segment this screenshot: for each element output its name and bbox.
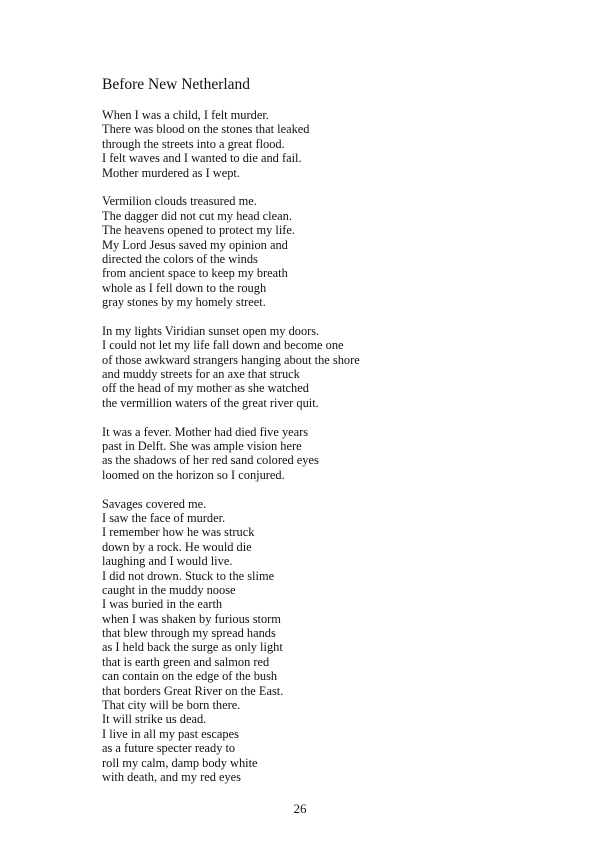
poem-line: off the head of my mother as she watched (102, 381, 309, 396)
poem-line: loomed on the horizon so I conjured. (102, 467, 285, 482)
poem-line: In my lights Viridian sunset open my doors. (102, 323, 320, 338)
poem-line: I remember how he was struck (102, 525, 255, 540)
poem-line: Vermilion clouds treasured me. (102, 194, 257, 209)
poem-line: laughing and I would live. (102, 554, 233, 569)
poem-line: roll my calm, damp body white (102, 755, 258, 770)
poem-line: that is earth green and salmon red (102, 654, 270, 669)
poem-line: caught in the muddy noose (102, 582, 236, 597)
poem-line: My Lord Jesus saved my opinion and (102, 237, 288, 252)
poem-line: There was blood on the stones that leaked (102, 122, 310, 137)
poem-line: I felt waves and I wanted to die and fail. (102, 151, 302, 166)
stanza-3 (102, 324, 562, 410)
poem-line: Mother murdered as I wept. (102, 165, 240, 180)
poem-line: I did not drown. Stuck to the slime (102, 568, 275, 583)
poem-line: and muddy streets for an axe that struck (102, 367, 300, 382)
poem-line: I live in all my past escapes (102, 726, 239, 741)
poem-line: as I held back the surge as only light (102, 640, 283, 655)
poem-line: through the streets into a great flood. (102, 136, 285, 151)
poem-line: When I was a child, I felt murder. (102, 108, 269, 122)
poem-line: that blew through my spread hands (102, 626, 276, 641)
poem-line: I was buried in the earth (102, 597, 223, 612)
page-number: 26 (293, 801, 307, 816)
stanza-5 (102, 497, 562, 785)
poem-line: past in Delft. She was ample vision here (102, 438, 302, 453)
poem-line: It will strike us dead. (102, 712, 207, 727)
stanza-4 (102, 425, 562, 483)
poem-line: down by a rock. He would die (102, 539, 252, 554)
poem-line: gray stones by my homely street. (102, 295, 266, 310)
stanza-1 (102, 108, 562, 180)
poem-line: as a future specter ready to (102, 741, 236, 756)
poem-line: It was a fever. Mother had died five years (102, 424, 309, 439)
poem-line: that borders Great River on the East. (102, 683, 284, 698)
poem-line: directed the colors of the winds (102, 251, 258, 266)
poem-line: I saw the face of murder. (102, 510, 226, 525)
poem-line: as the shadows of her red sand colored eyes (102, 453, 319, 468)
poem-line: from ancient space to keep my breath (102, 266, 288, 281)
poem-line: The dagger did not cut my head clean. (102, 208, 292, 223)
poem-line: when I was shaken by furious storm (102, 611, 281, 626)
poem-line: That city will be born there. (102, 698, 241, 713)
poem-line: whole as I fell down to the rough (102, 280, 267, 295)
poem-line: I could not let my life fall down and become one (102, 338, 344, 353)
poem-line: of those awkward strangers hanging about the shore (102, 352, 360, 367)
poem-body (102, 108, 562, 799)
poem-line: The heavens opened to protect my life. (102, 223, 296, 238)
poem-line: with death, and my red eyes (102, 769, 242, 784)
stanza-2 (102, 194, 562, 309)
poem-title: Before New Netherland (102, 76, 251, 93)
poem-line: the vermillion waters of the great river quit. (102, 395, 319, 410)
poem-line: can contain on the edge of the bush (102, 669, 278, 684)
poem-line: Savages covered me. (102, 496, 207, 511)
